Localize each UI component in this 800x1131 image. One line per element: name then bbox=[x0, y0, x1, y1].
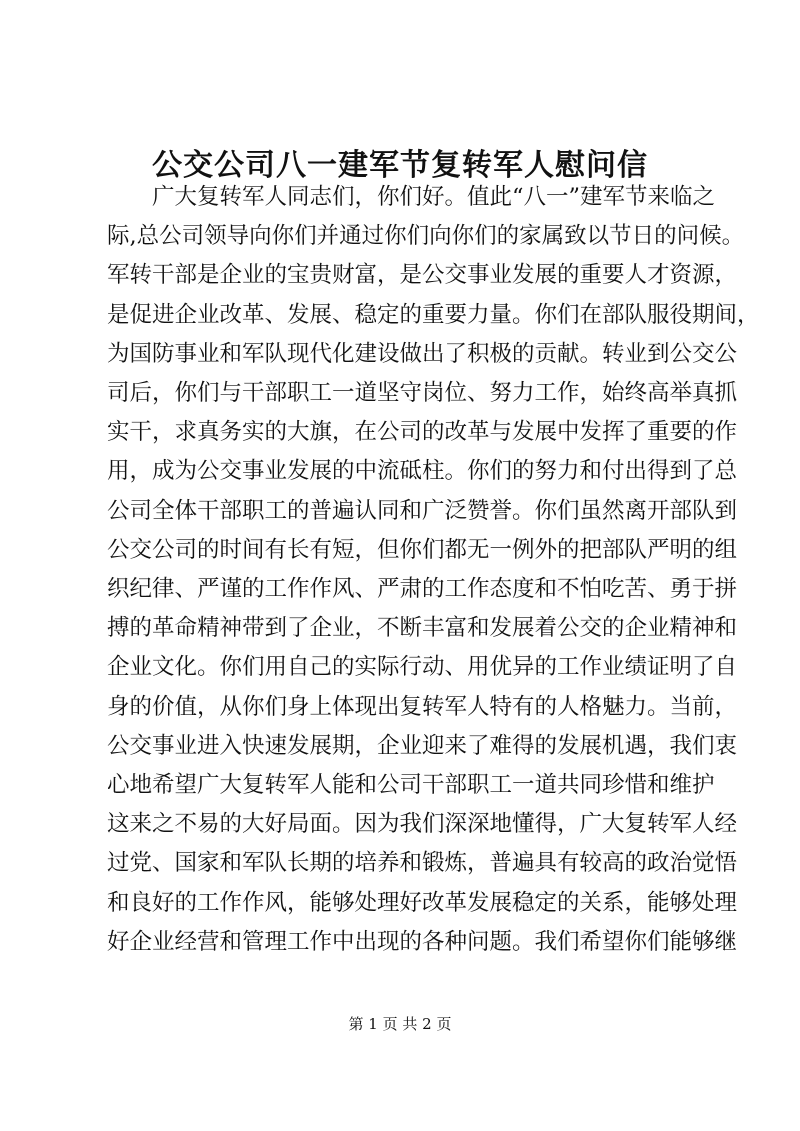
page-footer: 第 1 页 共 2 页 bbox=[348, 1015, 452, 1033]
body-line: 广大复转军人同志们，你们好。值此“八一”建军节来临之 bbox=[152, 184, 716, 210]
body-line: 实干，求真务实的大旗，在公司的改革与发展中发挥了重要的作 bbox=[107, 419, 738, 446]
letter-body bbox=[107, 178, 760, 962]
body-line: 司后，你们与干部职工一道坚守岗位、努力工作，始终高举真抓 bbox=[107, 380, 738, 407]
body-line: 公交事业进入快速发展期，企业迎来了难得的发展机遇，我们衷 bbox=[107, 732, 738, 759]
body-line: 公司全体干部职工的普遍认同和广泛赞誉。你们虽然离开部队到 bbox=[107, 497, 738, 524]
body-line: 心地希望广大复转军人能和公司干部职工一道共同珍惜和维护 bbox=[107, 772, 715, 799]
body-line: 织纪律、严谨的工作作风、严肃的工作态度和不怕吃苦、勇于拼 bbox=[107, 576, 738, 603]
body-line: 用，成为公交事业发展的中流砥柱。你们的努力和付出得到了总 bbox=[107, 458, 738, 485]
body-line: 为国防事业和军队现代化建设做出了积极的贡献。转业到公交公 bbox=[107, 340, 738, 367]
body-line: 企业文化。你们用自己的实际行动、用优异的工作业绩证明了自 bbox=[107, 654, 738, 681]
body-line: 际,总公司领导向你们并通过你们向你们的家属致以节日的问候。 bbox=[107, 223, 745, 250]
body-line: 好企业经营和管理工作中出现的各种问题。我们希望你们能够继 bbox=[107, 928, 738, 955]
body-line: 过党、国家和军队长期的培养和锻炼，普遍具有较高的政治觉悟 bbox=[107, 850, 738, 877]
body-line: 和良好的工作作风，能够处理好改革发展稳定的关系，能够处理 bbox=[107, 889, 738, 916]
document-title: 公交公司八一建军节复转军人慰问信 bbox=[152, 148, 648, 183]
body-line: 这来之不易的大好局面。因为我们深深地懂得，广大复转军人经 bbox=[107, 811, 738, 838]
body-line: 军转干部是企业的宝贵财富，是公交事业发展的重要人才资源， bbox=[107, 262, 738, 289]
body-line: 身的价值，从你们身上体现出复转军人特有的人格魅力。当前， bbox=[107, 693, 738, 720]
body-line: 搏的革命精神带到了企业，不断丰富和发展着公交的企业精神和 bbox=[107, 615, 738, 642]
body-line: 公交公司的时间有长有短，但你们都无一例外的把部队严明的组 bbox=[107, 536, 738, 563]
body-line: 是促进企业改革、发展、稳定的重要力量。你们在部队服役期间， bbox=[107, 301, 760, 328]
